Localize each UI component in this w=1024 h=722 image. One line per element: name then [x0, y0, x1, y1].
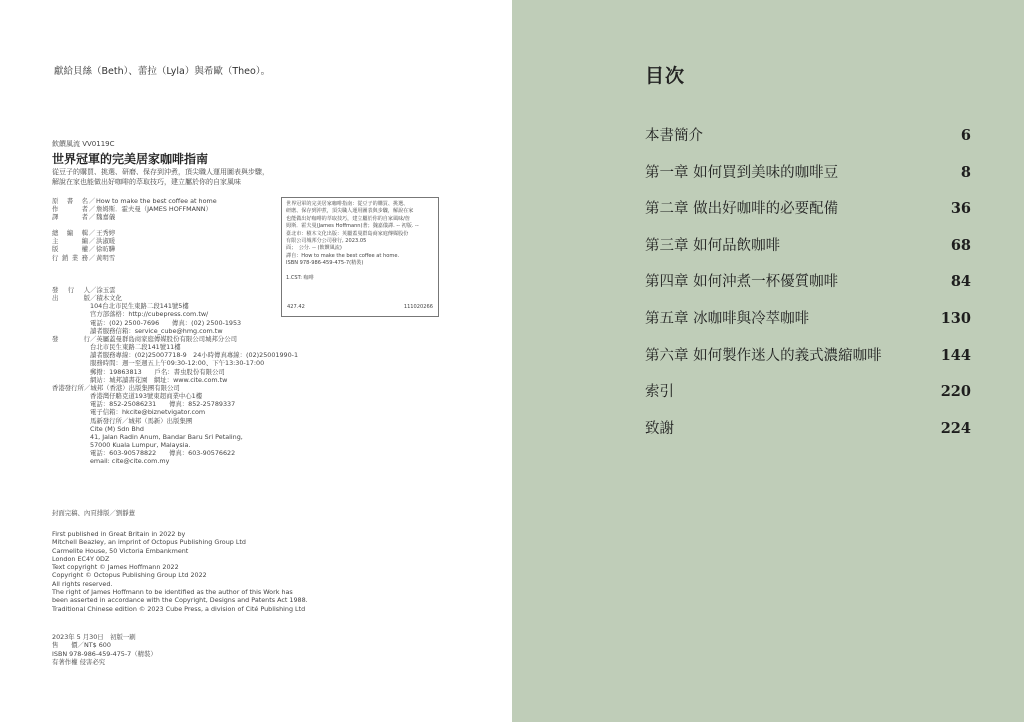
english-line: Mitchell Beazley, an imprint of Octopus Publishing Group Ltd: [52, 538, 246, 547]
my-line: 電話：603-90578822 傳真：603-90576622: [90, 449, 236, 458]
cip-line: 研磨、保存到沖煮，頂尖職人運用圖表與步驟，解說在家: [286, 208, 414, 215]
staff-role: 主 編: [52, 237, 88, 246]
distributor-line: 台北市民生東路二段141號11樓: [90, 343, 181, 352]
distributor-line: 服務時間：週一至週五上午09:30-12:00、下午13:30-17:00: [90, 359, 265, 368]
cip-line: 面； 公分. -- (飲饌風流): [286, 245, 342, 252]
english-line: been asserted in accordance with the Copyright, Designs and Patents Act 1988.: [52, 596, 308, 605]
book-title: 世界冠軍的完美居家咖啡指南: [52, 152, 209, 166]
staff-value: 洪淑暖: [96, 237, 116, 246]
credits: [52, 197, 217, 262]
english-line: Copyright © Octopus Publishing Group Ltd 2022: [52, 571, 207, 580]
subtitle-line: 從豆子的購買、挑選、研磨、保存到沖煮，頂尖職人運用圖表與步驟，: [52, 168, 269, 176]
my-label: 馬新發行所: [90, 416, 122, 425]
my-line: 41, Jalan Radin Anum, Bandar Baru Sri Petaling,: [90, 432, 243, 441]
credit-row: 作 者 ／ 詹姆斯．霍夫曼（JAMES HOFFMANN）: [52, 205, 212, 214]
cip-line: ISBN 978-986-459-475-7(精裝): [286, 260, 364, 267]
english-copyright: [52, 530, 308, 613]
toc-entry-label: 第一章 如何買到美味的咖啡豆: [645, 164, 839, 181]
my-row: 馬新發行所 ／ 城邦（馬新）出版集團: [90, 416, 193, 425]
toc-entry[interactable]: [645, 344, 971, 381]
cip-line: 姆斯．霍夫曼(James Hoffmann)著；魏嘉儀譯. -- 初版. --: [286, 223, 419, 230]
toc-entry-label: 本書簡介: [645, 128, 703, 144]
cip-class-number: 427.42: [287, 303, 305, 310]
credit-row: 譯 者 ／ 魏嘉儀: [52, 213, 116, 222]
staff-value: 徐昉驊: [96, 245, 116, 254]
toc-entry-page: 68: [950, 236, 971, 254]
distributor-label: 發 行: [52, 334, 90, 343]
dedication: 獻給貝絲（Beth）、蕾拉（Lyla）與希歐（Theo）。: [54, 66, 271, 77]
publisher-label: 出 版: [52, 294, 90, 303]
cip-line: [286, 268, 434, 275]
toc-entry-page: 8: [960, 163, 971, 181]
cip-record-box: [281, 197, 439, 317]
colophon-line: ISBN 978-986-459-475-7（精裝）: [52, 649, 157, 658]
cip-line: 也能做出好咖啡的萃取技巧，建立屬於你的自家風味/詹: [286, 215, 410, 222]
toc-entry-label: 第五章 冰咖啡與冷萃咖啡: [645, 310, 810, 327]
staff-row: 版 權 ／ 徐昉驊: [52, 245, 116, 254]
staff-role: 總 編 輯: [52, 229, 88, 238]
credit-value: 詹姆斯．霍夫曼（JAMES HOFFMANN）: [96, 205, 212, 214]
my-line: Cite (M) Sdn Bhd: [90, 424, 144, 433]
toc-entry[interactable]: [645, 307, 971, 344]
design-credit: 封面完稿、內頁排版／劉靜薏: [52, 509, 136, 517]
distributor-line: 讀者服務專線：(02)25007718-9 24小時傳真專線：(02)25001990-1: [90, 351, 299, 360]
toc-title: 目次: [645, 65, 686, 87]
toc-entry[interactable]: [645, 197, 971, 234]
my-line: email: cite@cite.com.my: [90, 457, 170, 466]
cip-record-number: 111020266: [403, 303, 433, 310]
publisher-line: 讀者服務信箱：service_cube@hmg.com.tw: [90, 326, 223, 335]
my-line: 57000 Kuala Lumpur, Malaysia.: [90, 440, 191, 449]
toc-entry-label: 索引: [645, 384, 674, 401]
cip-line: 有限公司城邦分公司發行, 2023.05: [286, 238, 367, 245]
hk-line: 電話：852-25086231 傳真：852-25789337: [90, 400, 236, 409]
toc-entry[interactable]: [645, 417, 971, 454]
english-line: All rights reserved.: [52, 579, 113, 588]
credit-role: 譯 者: [52, 213, 88, 222]
english-line: Text copyright © James Hoffmann 2022: [52, 563, 179, 572]
publisher-info: [52, 286, 298, 465]
staff-value: 黃明雪: [96, 253, 116, 262]
english-line: London EC4Y 0DZ: [52, 554, 110, 563]
publisher-line: 積木文化: [96, 294, 122, 303]
credit-value: 魏嘉儀: [96, 213, 116, 222]
issuer-label: 發 行 人: [52, 286, 90, 294]
staff-row: 主 編 ／ 洪淑暖: [52, 237, 116, 246]
credit-row: 原 書 名 ／ How to make the best coffee at home: [52, 197, 217, 205]
hk-line: 香港灣仔駱克道193號東超商業中心1樓: [90, 392, 203, 401]
credit-role: 原 書 名: [52, 197, 88, 205]
book-subtitle: [52, 167, 312, 187]
toc-entry-page: 220: [940, 383, 971, 401]
cip-line: 臺北市：積木文化出版：英屬蓋曼群島商家庭傳媒股份: [286, 230, 409, 237]
staff-row: 總 編 輯 ／ 王秀婷: [52, 229, 116, 238]
toc-entry-label: 第二章 做出好咖啡的必要配備: [645, 201, 839, 218]
colophon: [52, 633, 157, 667]
publisher-line: 官方部落格：http://cubepress.com.tw/: [90, 310, 209, 319]
toc-entry[interactable]: [645, 234, 971, 271]
cip-line: 譯自：How to make the best coffee at home.: [286, 252, 400, 259]
toc-entry-label: 致謝: [645, 420, 674, 437]
publisher-line: 104台北市民生東路二段141號5樓: [90, 302, 189, 311]
toc-entry-page: 36: [950, 200, 971, 218]
hk-row: 香港發行所 ／ 城邦（香港）出版集團有限公司: [52, 383, 180, 392]
toc-entry-label: 第四章 如何沖煮一杯優質咖啡: [645, 274, 839, 291]
english-line: Carmelite House, 50 Victoria Embankment: [52, 546, 189, 555]
toc-entry-label: 第六章 如何製作迷人的義式濃縮咖啡: [645, 347, 882, 364]
issuer-value: 涂玉雲: [96, 286, 116, 294]
distributor-line: 郵撥：19863813 戶名：書虫股份有限公司: [90, 367, 225, 376]
toc-entry-page: 6: [960, 127, 971, 144]
toc-entry[interactable]: [645, 270, 971, 307]
issuer-row: 發 行 人 ／ 涂玉雲: [52, 286, 116, 294]
staff-row: 行銷業務 ／ 黃明雪: [52, 253, 116, 262]
staff-role: 行銷業務: [52, 253, 88, 262]
colophon-line: 有著作權 侵害必究: [52, 658, 106, 667]
toc-entry[interactable]: [645, 161, 971, 198]
colophon-line: 2023年 5 月30日 初版一刷: [52, 633, 136, 641]
cip-line: 世界冠軍的完美居家咖啡指南：從豆子的購買、挑選、: [286, 201, 409, 207]
subtitle-line: 解說在家也能做出好咖啡的萃取技巧，建立屬於你的自家風味: [52, 178, 241, 186]
distributor-line: 英屬蓋曼群島商家庭傳媒股份有限公司城邦分公司: [96, 334, 237, 343]
hk-label: 香港發行所: [52, 383, 84, 392]
cip-line: 1.CST: 咖啡: [286, 274, 314, 281]
my-line: 城邦（馬新）出版集團: [128, 416, 193, 425]
toc-entry-page: 224: [940, 419, 971, 437]
toc-list: [645, 124, 971, 453]
cip-footer: [287, 304, 433, 311]
english-line: Traditional Chinese edition © 2023 Cube Press, a division of Cité Publishing Ltd: [52, 604, 306, 613]
staff-role: 版 權: [52, 245, 88, 254]
distributor-line: 網站：城邦讀書花園 網址：www.cite.com.tw: [90, 375, 228, 384]
toc-entry-page: 144: [940, 346, 971, 364]
publisher-line: 電話：(02) 2500-7696 傳真：(02) 2500-1953: [90, 318, 242, 327]
hk-line: 城邦（香港）出版集團有限公司: [90, 383, 180, 392]
toc-entry-page: 130: [940, 309, 971, 327]
english-line: First published in Great Britain in 2022 by: [52, 530, 186, 538]
staff-value: 王秀婷: [96, 229, 116, 238]
english-line: The right of James Hoffmann to be identified as the author of this Work has: [52, 588, 293, 597]
series-code: 飲饌風流 VV0119C: [52, 140, 115, 148]
toc-entry[interactable]: [645, 124, 971, 161]
distributor-row: 發 行 ／ 英屬蓋曼群島商家庭傳媒股份有限公司城邦分公司: [52, 334, 237, 343]
toc-entry[interactable]: [645, 380, 971, 417]
hk-line: 電子信箱：hkcite@biznetvigator.com: [90, 408, 206, 417]
credit-value: How to make the best coffee at home: [96, 197, 217, 205]
publisher-row: 出 版 ／ 積木文化: [52, 294, 122, 303]
toc-entry-page: 84: [950, 273, 971, 291]
credit-role: 作 者: [52, 205, 88, 214]
toc-entry-label: 第三章 如何品飲咖啡: [645, 237, 781, 254]
colophon-line: 售 價／NT$ 600: [52, 641, 111, 650]
